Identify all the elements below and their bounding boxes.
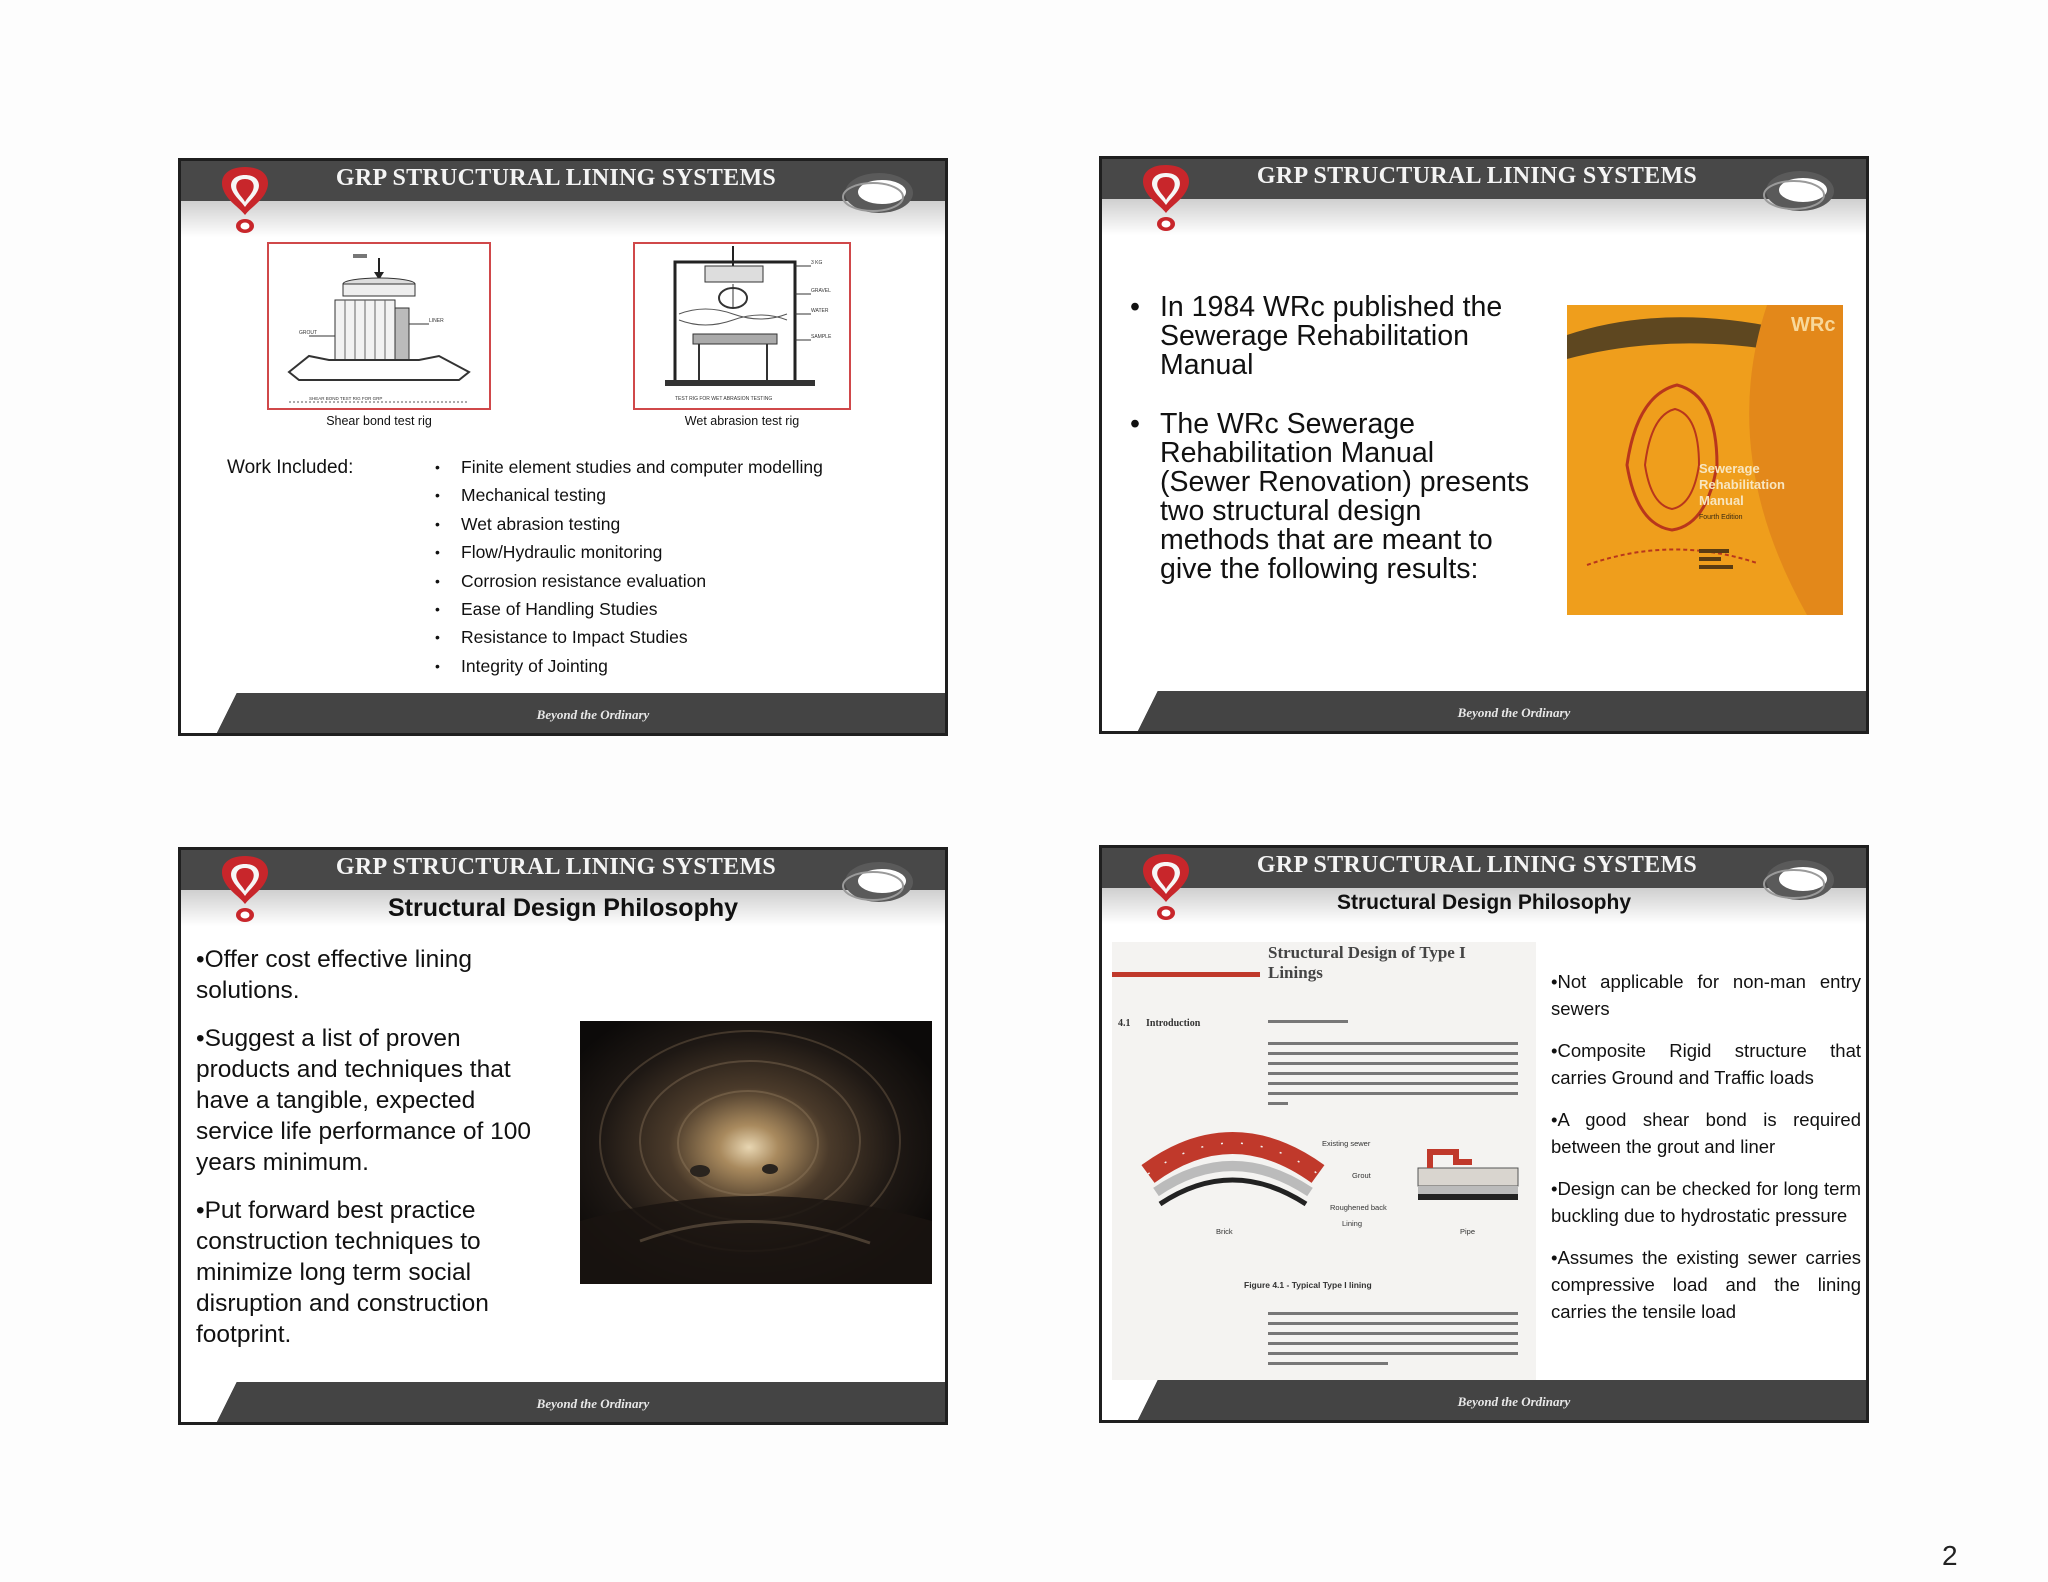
list-item: • In 1984 WRc published the Sewerage Rehabilitation Manual — [1130, 293, 1530, 380]
diagram-label: Pipe — [1460, 1227, 1476, 1236]
footer-tagline: Beyond the Ordinary — [536, 707, 650, 722]
figure-caption: Wet abrasion test rig — [684, 414, 800, 428]
manual-cover-image — [1567, 305, 1843, 615]
book-edition: Fourth Edition — [1699, 514, 1743, 521]
footer-tagline: Beyond the Ordinary — [536, 1396, 650, 1411]
slide-subtitle: Structural Design Philosophy — [1336, 891, 1632, 914]
diagram-label: Grout — [1352, 1171, 1371, 1180]
footer-tagline: Beyond the Ordinary — [1457, 705, 1571, 720]
slide-subtitle: Structural Design Philosophy — [387, 894, 739, 922]
svg-text:GROUT: GROUT — [299, 330, 318, 336]
decorative-swoosh-icon — [839, 167, 919, 219]
svg-text:SHEAR BOND TEST RIG FOR GRP: SHEAR BOND TEST RIG FOR GRP — [309, 396, 383, 401]
list-item: •Put forward best practice construction techniques to minimize long term social disruption and construction footprint. — [196, 1197, 489, 1348]
list-item: •Assumes the existing sewer carries compressive load and the lining carries the tensile load — [1551, 1247, 1861, 1322]
svg-text:LINER: LINER — [429, 318, 444, 324]
book-title-line: Rehabilitation — [1699, 477, 1785, 492]
list-item: • Mechanical testing — [461, 481, 823, 509]
manual-page-excerpt — [1112, 942, 1536, 1382]
wet-abrasion-rig-figure — [633, 242, 851, 410]
book-brand: WRc — [1791, 314, 1836, 336]
list-item: • Ease of Handling Studies — [461, 595, 823, 623]
page-number: 2 — [1942, 1540, 1958, 1571]
list-item: • The WRc Sewerage Rehabilitation Manual (Sewer Renovation) presents two structural design methods that are meant to give the following results: — [1130, 410, 1530, 584]
book-title-line: Sewerage — [1699, 461, 1760, 476]
slide-2 — [1099, 156, 1869, 734]
list-item: • Corrosion resistance evaluation — [461, 567, 823, 595]
work-included-label: Work Included: — [227, 457, 354, 478]
slide-title: GRP STRUCTURAL LINING SYSTEMS — [335, 165, 777, 191]
svg-text:3 KG: 3 KG — [811, 260, 823, 266]
list-item: • Wet abrasion testing — [461, 510, 823, 538]
section-number: 4.1 — [1118, 1018, 1131, 1029]
list-item: •Offer cost effective lining solutions. — [196, 946, 472, 1004]
bullet-list — [196, 944, 556, 1367]
section-title: Introduction — [1146, 1018, 1201, 1029]
diagram-label: Brick — [1216, 1227, 1233, 1236]
bullet-list — [1551, 968, 1861, 1340]
list-item: •Not applicable for non-man entry sewers — [1551, 971, 1861, 1019]
book-title-line: Manual — [1699, 493, 1744, 508]
list-item: •Composite Rigid structure that carries Ground and Traffic loads — [1551, 1040, 1861, 1088]
company-logo — [1138, 161, 1194, 237]
figure-caption: Figure 4.1 - Typical Type I lining — [1244, 1280, 1372, 1290]
list-item: • Finite element studies and computer modelling — [461, 453, 823, 481]
list-item: • Flow/Hydraulic monitoring — [461, 538, 823, 566]
svg-text:WATER: WATER — [811, 308, 829, 314]
svg-text:GRAVEL: GRAVEL — [811, 288, 831, 294]
list-item: •Suggest a list of proven products and techniques that have a tangible, expected service life performance of 100 years minimum. — [196, 1025, 531, 1176]
slide-title: GRP STRUCTURAL LINING SYSTEMS — [1256, 163, 1698, 189]
slide-4 — [1099, 845, 1869, 1423]
list-item: •A good shear bond is required between the grout and liner — [1551, 1109, 1861, 1157]
svg-text:TEST RIG FOR WET ABRASION TEST: TEST RIG FOR WET ABRASION TESTING — [675, 396, 773, 402]
diagram-label: Lining — [1342, 1219, 1363, 1228]
company-logo — [217, 163, 273, 239]
paper-title: Linings — [1268, 963, 1323, 982]
sewer-tunnel-photo — [580, 1021, 932, 1284]
list-item: • Resistance to Impact Studies — [461, 623, 823, 651]
footer-tagline: Beyond the Ordinary — [1457, 1394, 1571, 1409]
list-item: • Integrity of Jointing — [461, 652, 823, 680]
decorative-swoosh-icon — [1760, 165, 1840, 217]
work-included-list — [461, 453, 823, 680]
figure-caption: Shear bond test rig — [326, 414, 432, 428]
diagram-label: Roughened back — [1330, 1203, 1387, 1212]
svg-text:SAMPLE: SAMPLE — [811, 334, 832, 340]
diagram-label: Existing sewer — [1322, 1139, 1371, 1148]
slide-3 — [178, 847, 948, 1425]
shear-bond-rig-figure — [267, 242, 491, 410]
slide-1 — [178, 158, 948, 736]
list-item: •Design can be checked for long term buckling due to hydrostatic pressure — [1551, 1178, 1861, 1226]
slide-title: GRP STRUCTURAL LINING SYSTEMS — [335, 854, 777, 880]
bullet-list — [1130, 293, 1530, 614]
slide-title: GRP STRUCTURAL LINING SYSTEMS — [1256, 852, 1698, 878]
paper-title: Structural Design of Type I — [1268, 943, 1466, 962]
